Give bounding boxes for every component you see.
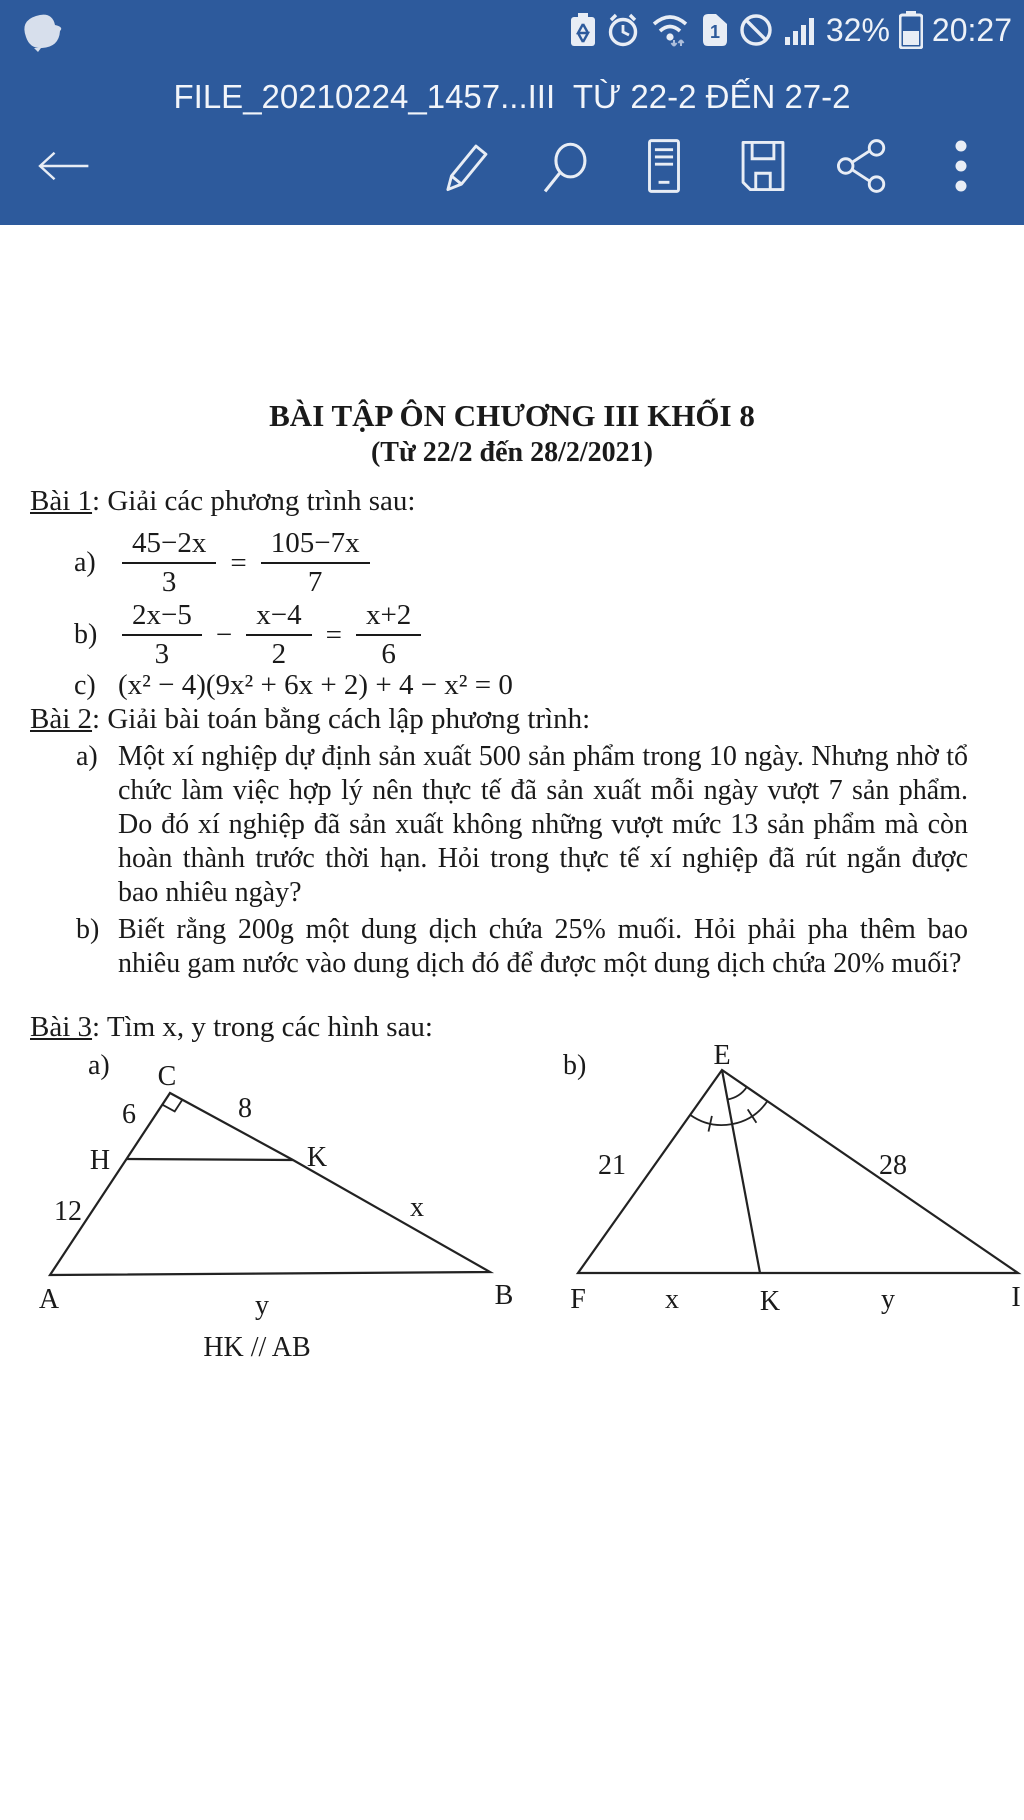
section-bai1-label: Bài 1 bbox=[30, 485, 93, 517]
angle-arc-inner bbox=[728, 1087, 747, 1100]
segment-HK bbox=[127, 1159, 293, 1160]
section-bai2-label: Bài 2 bbox=[30, 703, 93, 735]
status-left bbox=[12, 7, 64, 53]
problem-2b-label: b) bbox=[76, 914, 100, 945]
equation-1b bbox=[74, 600, 425, 671]
numerator: 45−2x bbox=[122, 528, 216, 564]
numerator: 2x−5 bbox=[122, 600, 202, 636]
file-title: FILE_20210224_1457...III TỪ 22-2 ĐẾN 27-2 bbox=[173, 78, 851, 115]
search-button[interactable] bbox=[536, 134, 594, 198]
interruption-blocked-icon bbox=[738, 12, 774, 48]
reader-view-button[interactable] bbox=[635, 134, 693, 198]
signal-strength-icon bbox=[783, 13, 817, 47]
cevian-EK bbox=[722, 1070, 760, 1273]
side-x: x bbox=[410, 1192, 424, 1223]
denominator: 3 bbox=[161, 566, 177, 599]
denominator: 3 bbox=[154, 638, 170, 671]
seg-y: y bbox=[881, 1284, 895, 1315]
toolbar bbox=[0, 116, 1024, 221]
side-28: 28 bbox=[879, 1150, 907, 1181]
status-right bbox=[570, 11, 1012, 49]
overflow-menu-icon bbox=[951, 134, 971, 198]
sim-card-icon bbox=[701, 13, 729, 47]
side-12: 12 bbox=[54, 1196, 82, 1227]
vertex-K2: K bbox=[759, 1286, 781, 1317]
minus-sign: − bbox=[215, 618, 233, 651]
vertex-A: A bbox=[38, 1284, 60, 1315]
vertex-C: C bbox=[157, 1061, 177, 1092]
denominator: 7 bbox=[307, 566, 323, 599]
vertex-K: K bbox=[306, 1142, 328, 1173]
reader-view-icon bbox=[635, 134, 693, 198]
problem-2a-label: a) bbox=[76, 741, 98, 772]
problem-2a-text: Một xí nghiệp dự định sản xuất 500 sản phẩm trong 10 ngày. Nhưng nhờ tổ chức làm việc hợp lý nên thực tế đã sản xuất mỗi ngày vượt 7 sản phẩm. Do đó xí nghiệp đã sản xuất không những vượt mức 13 sản phẩm mà còn hoàn thành trước thời hạn. Hỏi trong thực tế xí nghiệp đã rút ngắn được bao nhiêu ngày? bbox=[118, 741, 968, 908]
share-button[interactable] bbox=[833, 134, 891, 198]
denominator: 6 bbox=[381, 638, 396, 671]
figure-b-label: b) bbox=[563, 1050, 587, 1081]
side-y: y bbox=[255, 1290, 269, 1321]
fraction bbox=[122, 528, 216, 599]
section-bai1-text: : Giải các phương trình sau: bbox=[92, 485, 416, 517]
section-bai3-text: : Tìm x, y trong các hình sau: bbox=[92, 1011, 433, 1043]
denominator: 2 bbox=[271, 638, 287, 671]
save-button[interactable] bbox=[734, 134, 792, 198]
app-header bbox=[0, 0, 1024, 225]
problem-2b-text: Biết rằng 200g một dung dịch chứa 25% muối. Hỏi phải pha thêm bao nhiêu gam nước vào dung dịch đó để được một dung dịch chứa 20% muối? bbox=[118, 914, 968, 979]
edit-button[interactable] bbox=[437, 134, 495, 198]
doc-subheading: (Từ 22/2 đến 28/2/2021) bbox=[370, 437, 654, 468]
vertex-B: B bbox=[494, 1280, 514, 1311]
save-floppy-icon bbox=[734, 134, 792, 198]
search-magnifier-icon bbox=[536, 134, 594, 198]
section-bai3-label: Bài 3 bbox=[30, 1011, 93, 1043]
angle-tick-right bbox=[748, 1109, 757, 1122]
equals-sign: = bbox=[325, 618, 342, 651]
vertex-F: F bbox=[570, 1284, 586, 1315]
seg-x: x bbox=[665, 1284, 679, 1315]
edit-pencil-icon bbox=[437, 134, 495, 198]
title-bar bbox=[0, 60, 1024, 116]
document-page[interactable] bbox=[0, 225, 1024, 1820]
side-8: 8 bbox=[238, 1093, 252, 1124]
numerator: 105−7x bbox=[261, 528, 370, 564]
figure-a-caption: HK // AB bbox=[203, 1332, 311, 1363]
geometry-figures bbox=[0, 1040, 1024, 1380]
problem-2a bbox=[76, 740, 968, 910]
vertex-E: E bbox=[713, 1040, 731, 1071]
clock-time: 20:27 bbox=[931, 11, 1012, 48]
figure-a-label: a) bbox=[88, 1050, 110, 1081]
fraction bbox=[122, 600, 202, 671]
triangle-FEI bbox=[578, 1070, 1018, 1273]
numerator: x−4 bbox=[246, 600, 311, 636]
problem-2b bbox=[76, 913, 968, 981]
equation-1c bbox=[74, 669, 513, 702]
battery-saver-icon bbox=[570, 13, 596, 47]
equation-1a-label: a) bbox=[74, 547, 96, 579]
equation-1b-label: b) bbox=[74, 619, 98, 651]
triangle-ACB bbox=[50, 1093, 490, 1275]
side-21: 21 bbox=[598, 1150, 626, 1181]
equals-sign: = bbox=[230, 546, 247, 579]
equation-1a bbox=[74, 528, 374, 599]
wifi-data-icon bbox=[650, 12, 692, 48]
share-nodes-icon bbox=[833, 134, 891, 198]
section-bai1 bbox=[30, 485, 415, 518]
fraction bbox=[246, 600, 311, 671]
back-button[interactable] bbox=[34, 134, 92, 198]
back-arrow-icon bbox=[34, 140, 92, 192]
alarm-clock-icon bbox=[605, 12, 641, 48]
sim-slot-number: 1 bbox=[709, 22, 720, 42]
toolbar-actions bbox=[437, 134, 990, 198]
doc-heading: BÀI TẬP ÔN CHƯƠNG III KHỐI 8 bbox=[269, 398, 755, 433]
fraction bbox=[261, 528, 370, 599]
side-6: 6 bbox=[122, 1099, 136, 1130]
equation-1c-label: c) bbox=[74, 669, 96, 701]
section-bai2 bbox=[30, 703, 590, 736]
equation-1c-expression: (x² − 4)(9x² + 6x + 2) + 4 − x² = 0 bbox=[118, 669, 513, 701]
status-bar bbox=[0, 0, 1024, 60]
overflow-menu-button[interactable] bbox=[932, 134, 990, 198]
vertex-I: I bbox=[1011, 1282, 1021, 1313]
battery-percent: 32% bbox=[825, 11, 890, 48]
numerator: x+2 bbox=[356, 600, 421, 636]
battery-icon bbox=[899, 11, 923, 49]
section-bai2-text: : Giải bài toán bằng cách lập phương trình: bbox=[92, 703, 591, 735]
bird-notification-icon bbox=[12, 7, 64, 53]
vertex-H: H bbox=[89, 1145, 111, 1176]
fraction bbox=[356, 600, 421, 671]
